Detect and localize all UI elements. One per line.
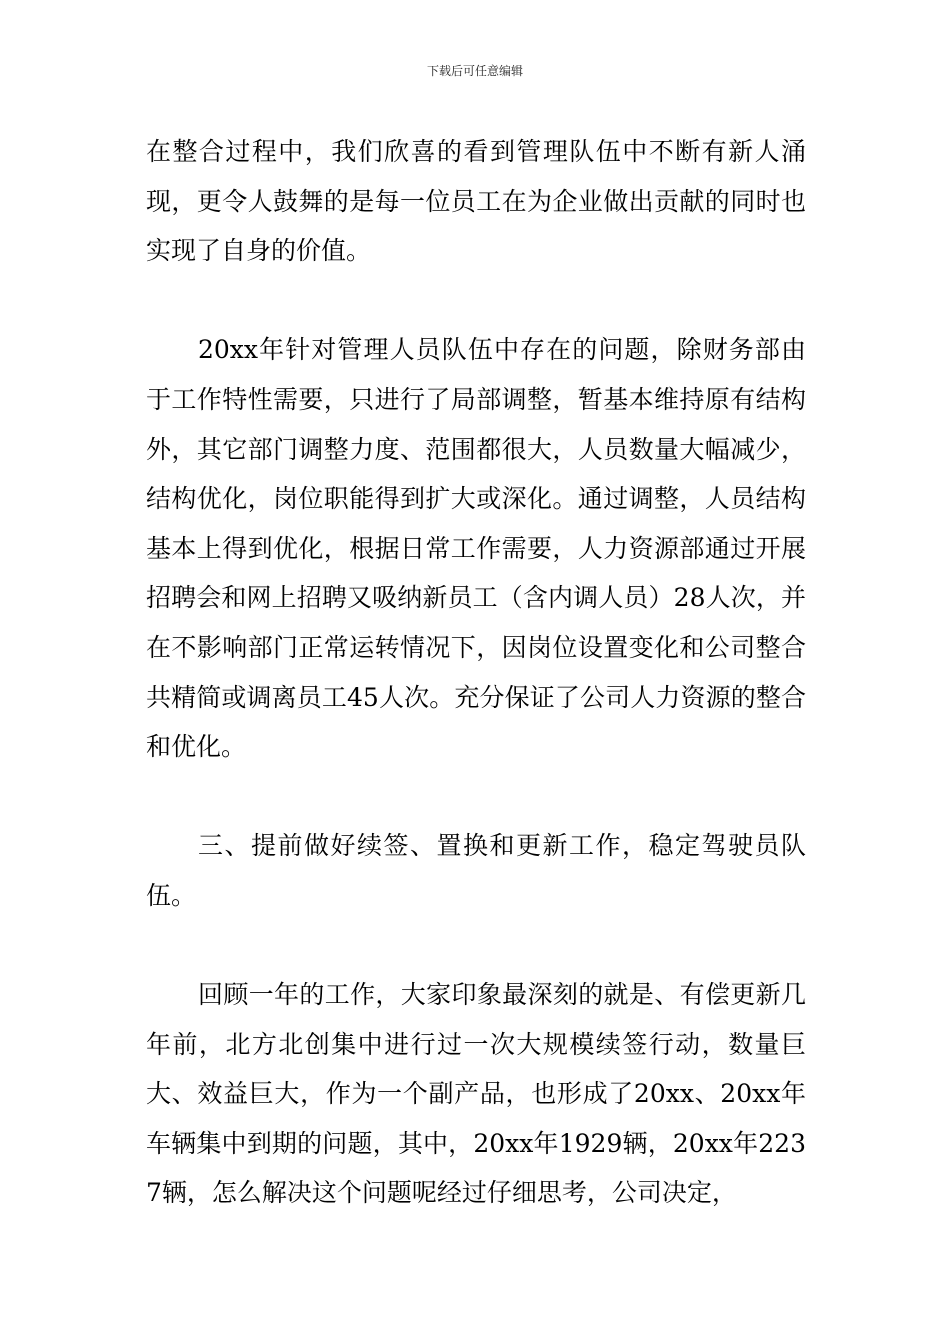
paragraph-gap bbox=[146, 772, 806, 822]
page-header-note: 下载后可任意编辑 bbox=[426, 64, 523, 78]
paragraph-gap bbox=[146, 276, 806, 326]
paragraph-year-review: 回顾一年的工作，大家印象最深刻的就是、有偿更新几年前，北方北创集中进行过一次大规模续签行动，数量巨大、效益巨大，作为一个副产品，也形成了20xx、20xx年车辆集中到期的问题，其中，20xx年1929辆，20xx年2237辆，怎么解决这个问题呢经过仔细思考，公司决定， bbox=[146, 980, 806, 1208]
paragraph-integration-intro: 在整合过程中，我们欣喜的看到管理队伍中不断有新人涌现，更令人鼓舞的是每一位员工在为企业做出贡献的同时也实现了自身的价值。 bbox=[146, 137, 806, 266]
document-body bbox=[146, 127, 806, 1218]
section-heading-renewal: 三、提前做好续签、置换和更新工作，稳定驾驶员队伍。 bbox=[146, 831, 806, 910]
paragraph-management-adjustment: 20xx年针对管理人员队伍中存在的问题，除财务部由于工作特性需要，只进行了局部调整，暂基本维持原有结构外，其它部门调整力度、范围都很大，人员数量大幅减少，结构优化，岗位职能得到扩大或深化。通过调整，人员结构基本上得到优化，根据日常工作需要，人力资源部通过开展招聘会和网上招聘又吸纳新员工（含内调人员）28人次，并在不影响部门正常运转情况下，因岗位设置变化和公司整合共精简或调离员工45人次。充分保证了公司人力资源的整合和优化。 bbox=[146, 335, 806, 762]
paragraph-gap bbox=[146, 921, 806, 971]
